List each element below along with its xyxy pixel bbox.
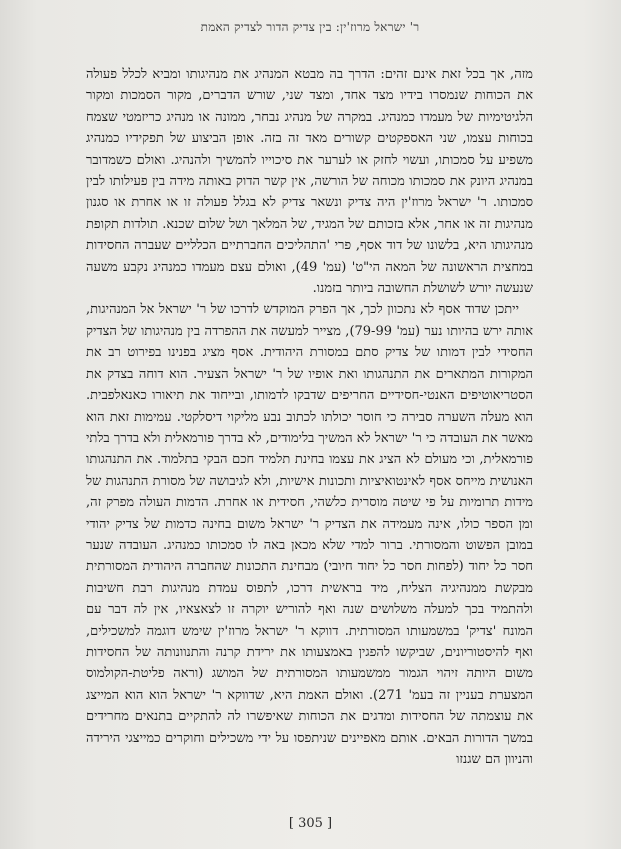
page-number: [ 305 ] xyxy=(288,816,333,831)
body-text xyxy=(86,64,533,770)
paragraph-2: ייתכן שדוד אסף לא נתכוון לכך, אך הפרק המוקדש לדרכו של ר' ישראל אל המנהיגות, אותה ירש בהיותו נער (עמ' 79-99), מצייר למעשה את ההפרדה בין מנהיגותו של הצדיק החסידי לבין דמותו של צדיק סתם במסורת היהודית. אסף מציג בפנינו בפירוט רב את המקורות המתארים את התנהגותו ואת אופיו של ר' ישראל הצעיר. הוא דוחה בצדק את הסטריאוטיפים האנטי-חסידיים החריפים שדבקו לדמותו, ובייחוד את תיאורו כאנאלפבית. הוא מעלה השערה סבירה כי חוסר יכולתו לכתוב נבע מליקוי דיסלקטי. עמימות זאת הוא מאשר את העובדה כי ר' ישראל לא המשיך בלימודים, לא בדרך פורמאלית ולא בדרך בלתי פורמאלית, וכי מעולם לא הציג את עצמו בחינת תלמיד חכם הבקי בתלמוד. את התנהגותו האנושית מייחס אסף לאינטואיציות ותכונות אישיות, ולא לגיבושה של מסורת התנהגות של מידות תרומיות על פי שיטה מוסרית כלשהי, חסידית או אחרת. הדמות העולה מפרק זה, ומן הספר כולו, אינה מעמידה את הצדיק ר' ישראל משום בחינה כדמות של צדיק יהודי במובן הפשוט והמסורתי. ברור למדי שלא מכאן באה לו סמכותו כמנהיג. העובדה שנער חסר כל יחוד (לפחות חסר כל יחוד חיובי) מבחינת התכונות שהחברה היהודית המסורתית מבקשת ממנהיגיה הצליח, מיד בראשית דרכו, לתפוס עמדת מנהיגות רבת חשיבות ולהתמיד בכך למעלה משלושים שנה ואף להוריש יוקרה זו לצאצאיו, אין לה דבר עם המונח 'צדיק' במשמעותו המסורתית. דווקא ר' ישראל מרוז'ין שימש דוגמה למשכילים, ואף להיסטוריונים, שביקשו להפגין באמצעותו את ירידת קרנה והתנוונותה של החסידות משום היותה זיהוי הגמור ממשמעותו המסורתית של המושג (וראה פליטת-הקולמוס המצערת בעניין זה בעמ' 271). ואולם האמת היא, שדווקא ר' ישראל הוא הוא המייצג את עוצמתה של החסידות ומדגים את הכוחות שאיפשרו לה להתקיים בתנאים מחרידים במשך הדורות הבאים. אותם מאפיינים שניתפסו על ידי משכילים וחוקרים כמייצגי הירידה והניוון הם שגנזו xyxy=(86,302,534,767)
paragraph-1: מזה, אך בכל זאת אינם זהים: הדרך בה מבטא המנהיג את מנהיגותו ומביא לכלל פעולה את הכוחות שנמסרו בידיו מצד אחד, ומצד שני, שורש הדברים, מקור הסמכות ומקור הלגיטימיות של מעמדו כמנהיג. במקרה של מנהיג נבחר, ממונה או מנהיג כריזמטי שצמח בכוחות עצמו, שני האספקטים קשורים מאד זה בזה. אופן הביצוע של תפקידיו כמנהיג משפיע על סמכותו, ועשוי לחזק או לערער את סיכוייו להמשיך ולהנהיג. ואולם כשמדובר במנהיג היונק את סמכותו מכוחה של הורשה, אין קשר הדוק באותה מידה בין פעילותו לבין סמכותו. ר' ישראל מרוז'ין היה צדיק ונשאר צדיק לא בגלל פעולה זו או אחרת או סגנון מנהיגות זה או אחר, אלא בזכותם של המגיד, של המלאך ושל שלום שכנא. תולדות תקופת מנהיגותו היא, בלשונו של דוד אסף, פרי 'התהליכים החברתיים הכלליים שעברה החסידות במחצית הראשונה של המאה הי"ט' (עמ' 49), ואולם עצם מעמדו כמנהיג נקבע משעה שנעשה יורש לשושלת החשובה ביותר בזמנו. xyxy=(86,67,533,297)
running-header: ר' ישראל מרוז'ין: בין צדיק הדור לצדיק האמת xyxy=(200,20,420,34)
